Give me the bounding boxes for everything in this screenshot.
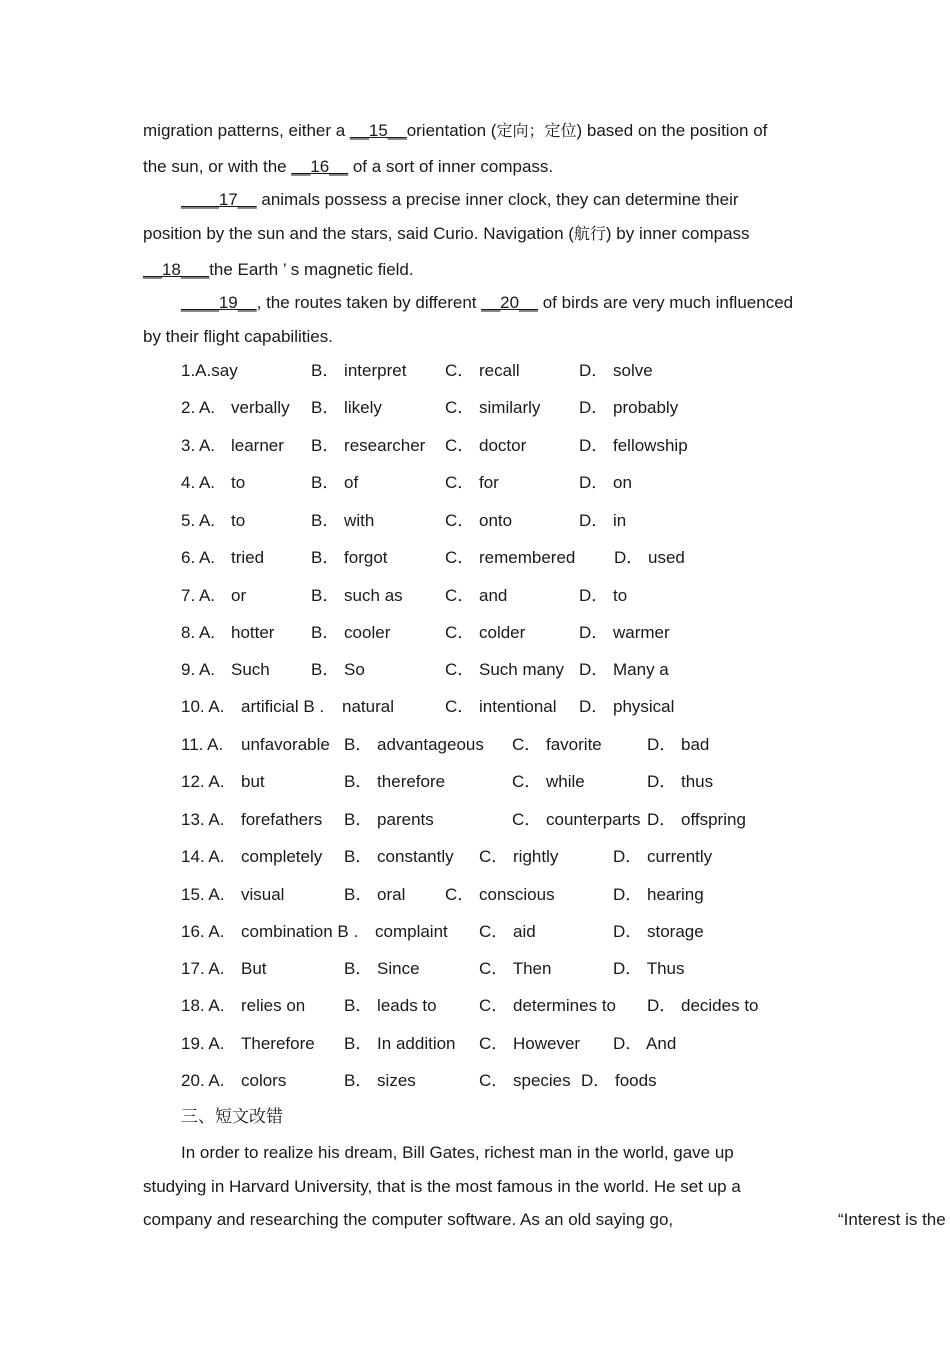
- correction-line-3-quote: “Interest is the: [838, 1210, 946, 1229]
- question-1-b: B． interpret: [311, 361, 407, 380]
- question-17-c: C． Then: [479, 959, 552, 978]
- question-20-a: colors: [241, 1071, 287, 1090]
- text-segment: ) by inner compass: [605, 224, 750, 243]
- question-10-b: natural: [342, 697, 394, 716]
- blank-18: __18___: [143, 260, 210, 279]
- passage-line-3: [181, 190, 739, 210]
- text-segment: 定向；定位: [496, 121, 577, 140]
- question-14-c: C． rightly: [479, 847, 559, 866]
- question-10-d: D． physical: [579, 697, 675, 716]
- correction-line-1: In order to realize his dream, Bill Gates, richest man in the world, gave up: [181, 1143, 734, 1162]
- blank-17: ____17__: [181, 190, 257, 209]
- passage-line-4: [143, 224, 750, 244]
- question-19-c: C． However: [479, 1034, 581, 1053]
- question-17-a: But: [241, 959, 267, 978]
- question-9-b: B． So: [311, 660, 365, 679]
- question-12-a: but: [241, 772, 265, 791]
- question-14-b: B． constantly: [344, 847, 454, 866]
- question-8-d: D． warmer: [579, 623, 670, 642]
- question-5-b: B． with: [311, 511, 375, 530]
- question-16-c: C． aid: [479, 922, 536, 941]
- question-16-a: combination B .: [241, 922, 359, 941]
- question-14-a: completely: [241, 847, 323, 866]
- question-18-d: D． decides to: [647, 996, 759, 1015]
- question-6-d: D． used: [614, 548, 685, 567]
- question-11-num: 11. A.: [181, 735, 224, 754]
- blank-20: __20__: [481, 293, 538, 312]
- question-6-a: tried: [231, 548, 265, 567]
- question-8-a: hotter: [231, 623, 275, 642]
- question-14-num: 14. A.: [181, 847, 225, 866]
- question-13-b: B． parents: [344, 810, 434, 829]
- question-9-num: 9. A.: [181, 660, 216, 679]
- text-segment: 航行: [573, 224, 606, 243]
- question-7-d: D． to: [579, 586, 628, 605]
- question-20-c: C． species: [479, 1071, 571, 1090]
- question-9-a: Such: [231, 660, 270, 679]
- question-8-b: B． cooler: [311, 623, 391, 642]
- question-7-b: B． such as: [311, 586, 403, 605]
- question-15-d: D． hearing: [613, 885, 704, 904]
- question-3-num: 3. A.: [181, 436, 216, 455]
- question-8-num: 8. A.: [181, 623, 216, 642]
- question-20-d: D． foods: [581, 1071, 657, 1090]
- question-6-b: B． forgot: [311, 548, 388, 567]
- question-13-a: forefathers: [241, 810, 323, 829]
- text-segment: of birds are very much influenced: [537, 293, 794, 312]
- question-16-num: 16. A.: [181, 922, 225, 941]
- question-2-d: D． probably: [579, 398, 679, 417]
- question-15-num: 15. A.: [181, 885, 225, 904]
- question-13-c: C． counterparts: [512, 810, 641, 829]
- question-5-num: 5. A.: [181, 511, 216, 530]
- question-16-b: complaint: [375, 922, 448, 941]
- text-segment: orientation (: [406, 121, 497, 140]
- question-8-c: C． colder: [445, 623, 526, 642]
- question-17-b: B． Since: [344, 959, 420, 978]
- question-16-d: D． storage: [613, 922, 704, 941]
- question-15-b: B． oral: [344, 885, 406, 904]
- passage-line-1: [143, 121, 767, 141]
- question-5-c: C． onto: [445, 511, 513, 530]
- blank-16: __16__: [291, 157, 349, 176]
- question-18-num: 18. A.: [181, 996, 225, 1015]
- blank-19: ____19__: [181, 293, 257, 312]
- question-20-num: 20. A.: [181, 1071, 225, 1090]
- text-segment: animals possess a precise inner clock, they can determine their: [256, 190, 739, 209]
- passage-line-2: [143, 157, 553, 177]
- question-3-a: learner: [231, 436, 284, 455]
- question-2-num: 2. A.: [181, 398, 216, 417]
- question-10-num: 10. A.: [181, 697, 225, 716]
- question-5-d: D． in: [579, 511, 627, 530]
- question-17-num: 17. A.: [181, 959, 225, 978]
- question-3-c: C． doctor: [445, 436, 527, 455]
- question-14-d: D． currently: [613, 847, 713, 866]
- text-segment: position by the sun and the stars, said Curio. Navigation (: [143, 224, 574, 243]
- question-19-num: 19. A.: [181, 1034, 225, 1053]
- question-1-d: D． solve: [579, 361, 653, 380]
- question-4-b: B． of: [311, 473, 359, 492]
- question-1-c: C． recall: [445, 361, 520, 380]
- question-5-a: to: [231, 511, 246, 530]
- correction-line-2: studying in Harvard University, that is the most famous in the world. He set up a: [143, 1177, 741, 1196]
- question-10-a: artificial B .: [241, 697, 325, 716]
- correction-line-3: company and researching the computer software. As an old saying go,: [143, 1210, 674, 1229]
- passage-line-5: [143, 260, 414, 280]
- question-17-d: D． Thus: [613, 959, 685, 978]
- question-19-b: B． In addition: [344, 1034, 456, 1053]
- question-20-b: B． sizes: [344, 1071, 416, 1090]
- question-18-b: B． leads to: [344, 996, 437, 1015]
- text-segment: migration patterns, either a: [143, 121, 350, 140]
- question-19-d: D． And: [613, 1034, 677, 1053]
- text-segment: of a sort of inner compass.: [348, 157, 554, 176]
- text-segment: ) based on the position of: [576, 121, 768, 140]
- question-1-num: 1.A.say: [181, 361, 238, 380]
- question-6-num: 6. A.: [181, 548, 216, 567]
- question-13-d: D． offspring: [647, 810, 746, 829]
- question-2-c: C． similarly: [445, 398, 541, 417]
- text-segment: , the routes taken by different: [256, 293, 482, 312]
- question-3-d: D． fellowship: [579, 436, 688, 455]
- question-11-d: D． bad: [647, 735, 710, 754]
- question-11-a: unfavorable: [241, 735, 330, 754]
- question-2-b: B． likely: [311, 398, 382, 417]
- question-11-c: C． favorite: [512, 735, 602, 754]
- question-19-a: Therefore: [241, 1034, 315, 1053]
- passage-line-7: by their flight capabilities.: [143, 327, 333, 346]
- blank-15: __15__: [349, 121, 407, 140]
- question-12-d: D． thus: [647, 772, 714, 791]
- question-2-a: verbally: [231, 398, 290, 417]
- question-4-a: to: [231, 473, 246, 492]
- question-4-d: D． on: [579, 473, 632, 492]
- question-12-num: 12. A.: [181, 772, 225, 791]
- question-10-c: C． intentional: [445, 697, 557, 716]
- question-4-c: C． for: [445, 473, 499, 492]
- question-3-b: B． researcher: [311, 436, 426, 455]
- question-4-num: 4. A.: [181, 473, 216, 492]
- question-7-c: C． and: [445, 586, 508, 605]
- question-15-c: C． conscious: [445, 885, 555, 904]
- question-9-d: D． Many a: [579, 660, 669, 679]
- question-7-a: or: [231, 586, 247, 605]
- text-segment: the sun, or with the: [143, 157, 292, 176]
- question-7-num: 7. A.: [181, 586, 216, 605]
- question-9-c: C． Such many: [445, 660, 565, 679]
- question-18-c: C． determines to: [479, 996, 616, 1015]
- question-18-a: relies on: [241, 996, 306, 1015]
- question-11-b: B． advantageous: [344, 735, 484, 754]
- question-12-b: B． therefore: [344, 772, 446, 791]
- text-segment: the Earth ’ s magnetic field.: [209, 260, 414, 279]
- question-12-c: C． while: [512, 772, 585, 791]
- question-6-c: C． remembered: [445, 548, 576, 567]
- question-13-num: 13. A.: [181, 810, 225, 829]
- section-heading: 三、短文改错: [181, 1107, 283, 1127]
- question-15-a: visual: [241, 885, 285, 904]
- passage-line-6: [181, 293, 793, 313]
